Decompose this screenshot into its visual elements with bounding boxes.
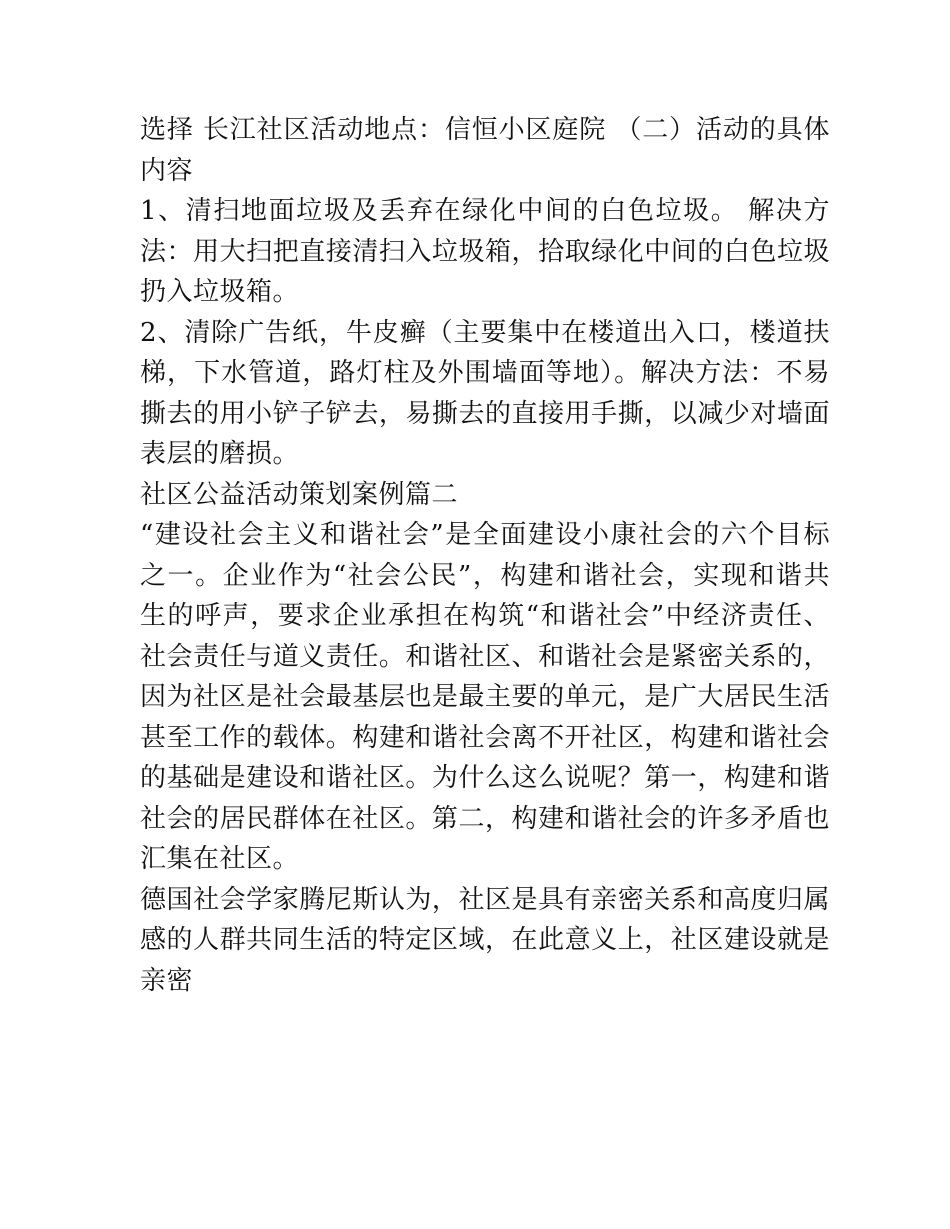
- paragraph-item-2: 2、清除广告纸，牛皮癣（主要集中在楼道出入口，楼道扶梯，下水管道，路灯柱及外围墙面等地）。解决方法：不易撕去的用小铲子铲去，易撕去的直接用手撕，以减少对墙面表层的磨损。: [140, 317, 830, 469]
- section-heading: 社区公益活动策划案例篇二: [140, 479, 459, 510]
- paragraph-tonnies: 德国社会学家腾尼斯认为，社区是具有亲密关系和高度归属感的人群共同生活的特定区域，在此意义上，社区建设就是亲密: [140, 884, 830, 996]
- paragraph-harmonious-society: “建设社会主义和谐社会”是全面建设小康社会的六个目标之一。企业作为“社会公民”，构建和谐社会，实现和谐共生的呼声，要求企业承担在构筑“和谐社会”中经济责任、社会责任与道义责任。和谐社区、和谐社会是紧密关系的，因为社区是社会最基层也是最主要的单元，是广大居民生活甚至工作的载体。构建和谐社会离不开社区，构建和谐社会的基础是建设和谐社区。为什么这么说呢？第一，构建和谐社会的居民群体在社区。第二，构建和谐社会的许多矛盾也汇集在社区。: [140, 520, 830, 874]
- paragraph-activity-location: 选择 长江社区活动地点：信恒小区庭院 （二）活动的具体内容: [140, 115, 830, 186]
- document-page: [140, 110, 830, 1001]
- paragraph-item-1: 1、清扫地面垃圾及丢弃在绿化中间的白色垃圾。 解决方法：用大扫把直接清扫入垃圾箱，拾取绿化中间的白色垃圾扔入垃圾箱。: [140, 196, 830, 307]
